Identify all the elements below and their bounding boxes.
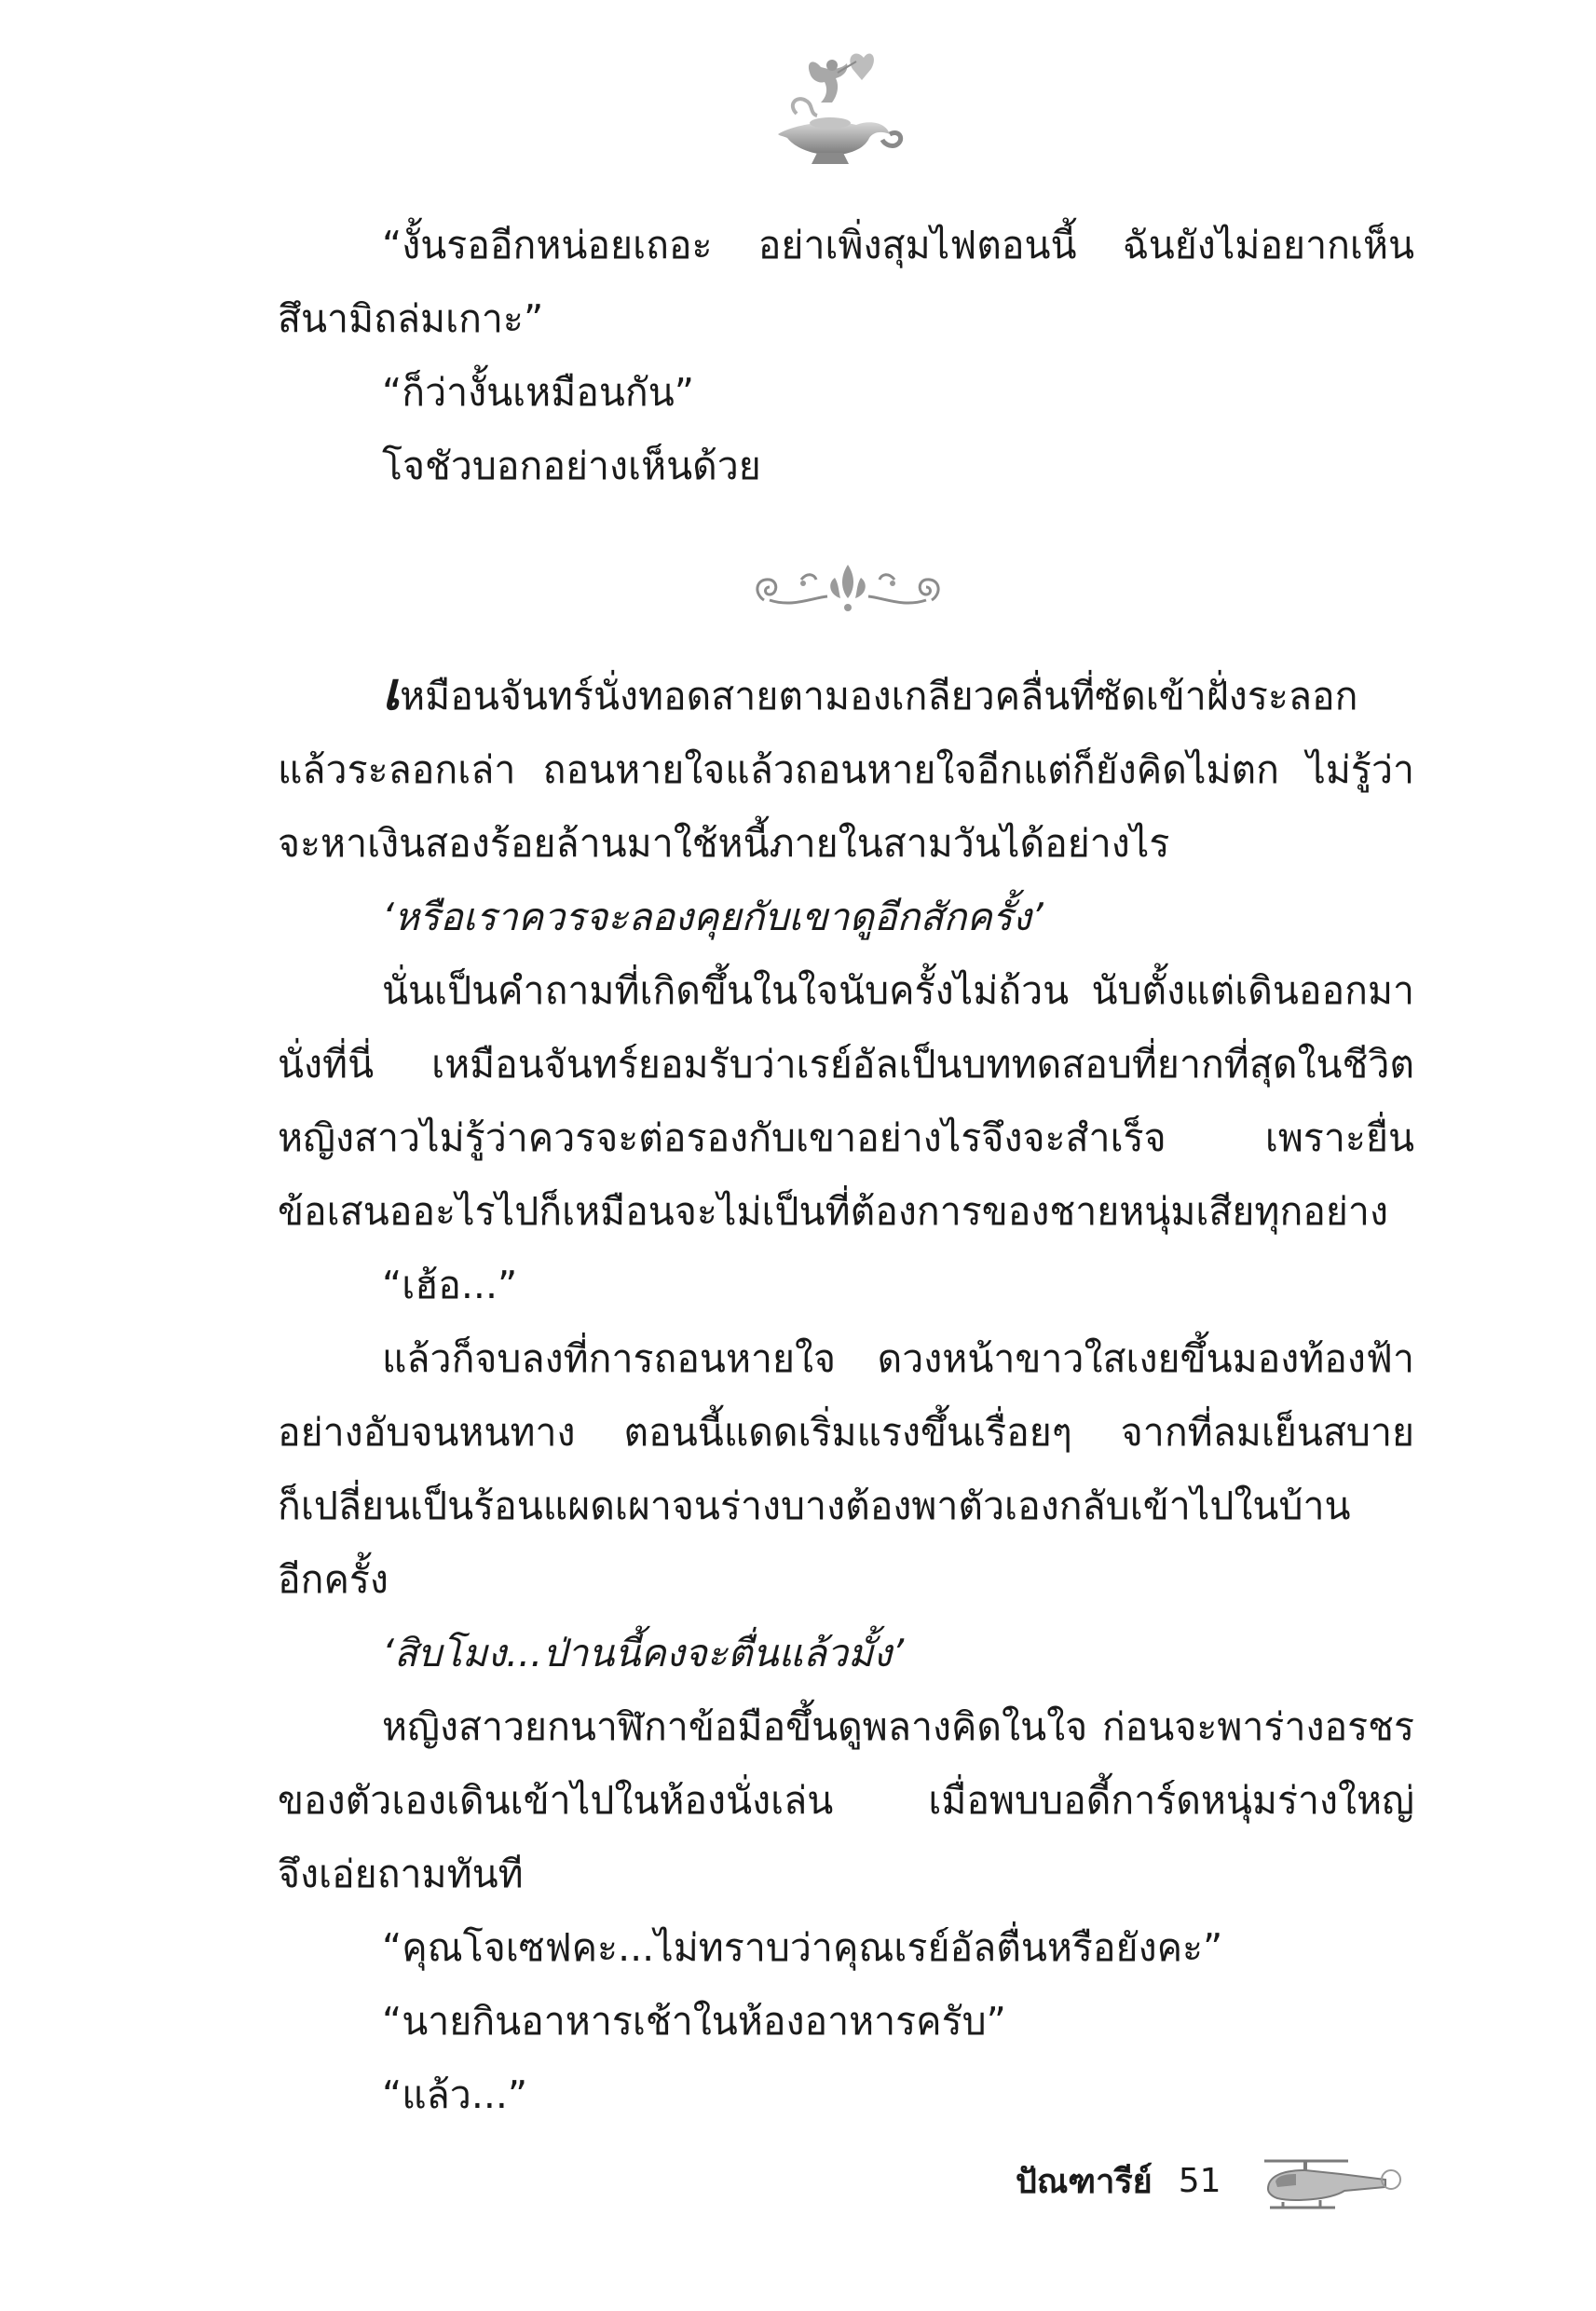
dialogue-line: “แล้ว...” — [382, 2072, 528, 2117]
paragraph-line: จึงเอ่ยถามทันที — [278, 1852, 524, 1896]
opening-line-text: หมือนจันทร์นั่งทอดสายตามองเกลียวคลื่นที่ซัดเข้าฝั่งระลอก — [400, 674, 1358, 718]
page-footer — [1016, 2153, 1404, 2208]
dialogue-line: “เฮ้อ...” — [382, 1263, 518, 1307]
narrative-section-2 — [278, 660, 1414, 2132]
paragraph-line: ของตัวเองเดินเข้าไปในห้องนั่งเล่น เมื่อพบบอดี้การ์ดหนุ่มร่างใหญ่ — [278, 1778, 1414, 1823]
paragraph-line: นั่งที่นี่ เหมือนจันทร์ยอมรับว่าเรย์อัลเป็นบททดสอบที่ยากที่สุดในชีวิต — [278, 1042, 1414, 1087]
paragraph-line: จะหาเงินสองร้อยล้านมาใช้หนี้ภายในสามวันได้อย่างไร — [278, 821, 1170, 866]
paragraph-line: แล้วระลอกเล่า ถอนหายใจแล้วถอนหายใจอีกแต่ก็ยังคิดไม่ตก ไม่รู้ว่า — [278, 747, 1414, 792]
opening-line — [278, 660, 1414, 733]
paragraph-line: หญิงสาวยกนาฬิกาข้อมือขึ้นดูพลางคิดในใจ ก่อนจะพาร่างอรชร — [382, 1704, 1414, 1749]
drop-cap: เ — [382, 661, 401, 722]
paragraph-line: อย่างอับจนหนทาง ตอนนี้แดดเริ่มแรงขึ้นเรื่อยๆ จากที่ลมเย็นสบาย — [278, 1410, 1414, 1455]
book-title: ปัณฑารีย์ — [1016, 2162, 1153, 2201]
paragraph-line: ข้อเสนออะไรไปก็เหมือนจะไม่เป็นที่ต้องการของชายหนุ่มเสียทุกอย่าง — [278, 1189, 1388, 1234]
paragraph-line: “งั้นรออีกหน่อยเถอะ อย่าเพิ่งสุมไฟตอนนี้ ฉันยังไม่อยากเห็น — [382, 223, 1414, 267]
genie-lamp-cupid-icon — [759, 48, 908, 170]
paragraph-line: สึนามิถล่มเกาะ” — [278, 296, 544, 341]
dialogue-line: “คุณโจเซฟคะ...ไม่ทราบว่าคุณเรย์อัลตื่นหรือยังคะ” — [382, 1925, 1223, 1970]
paragraph-line: อีกครั้ง — [278, 1557, 389, 1602]
dialogue-section-1 — [278, 209, 1414, 503]
paragraph-line: นั่นเป็นคำถามที่เกิดขึ้นในใจนับครั้งไม่ถ้วน นับตั้งแต่เดินออกมา — [382, 968, 1414, 1013]
paragraph-line: ก็เปลี่ยนเป็นร้อนแผดเผาจนร่างบางต้องพาตัวเองกลับเข้าไปในบ้าน — [278, 1484, 1351, 1528]
dialogue-line: “นายกินอาหารเช้าในห้องอาหารครับ” — [382, 1999, 1006, 2044]
thought-line: ‘หรือเราควรจะลองคุยกับเขาดูอีกสักครั้ง’ — [382, 895, 1044, 939]
helicopter-icon — [1255, 2148, 1404, 2213]
thought-line: ‘สิบโมง...ป่านนี้คงจะตื่นแล้วมั้ง’ — [382, 1631, 905, 1675]
paragraph-line: โจชัวบอกอย่างเห็นด้วย — [382, 444, 761, 488]
paragraph-line: “ก็ว่างั้นเหมือนกัน” — [382, 370, 694, 415]
paragraph-line: แล้วก็จบลงที่การถอนหายใจ ดวงหน้าขาวใสเงยขึ้นมองท้องฟ้า — [382, 1336, 1414, 1381]
page-number: 51 — [1178, 2161, 1221, 2200]
paragraph-line: หญิงสาวไม่รู้ว่าควรจะต่อรองกับเขาอย่างไรจึงจะสำเร็จ เพราะยื่น — [278, 1115, 1414, 1160]
floral-divider-icon — [745, 552, 950, 626]
